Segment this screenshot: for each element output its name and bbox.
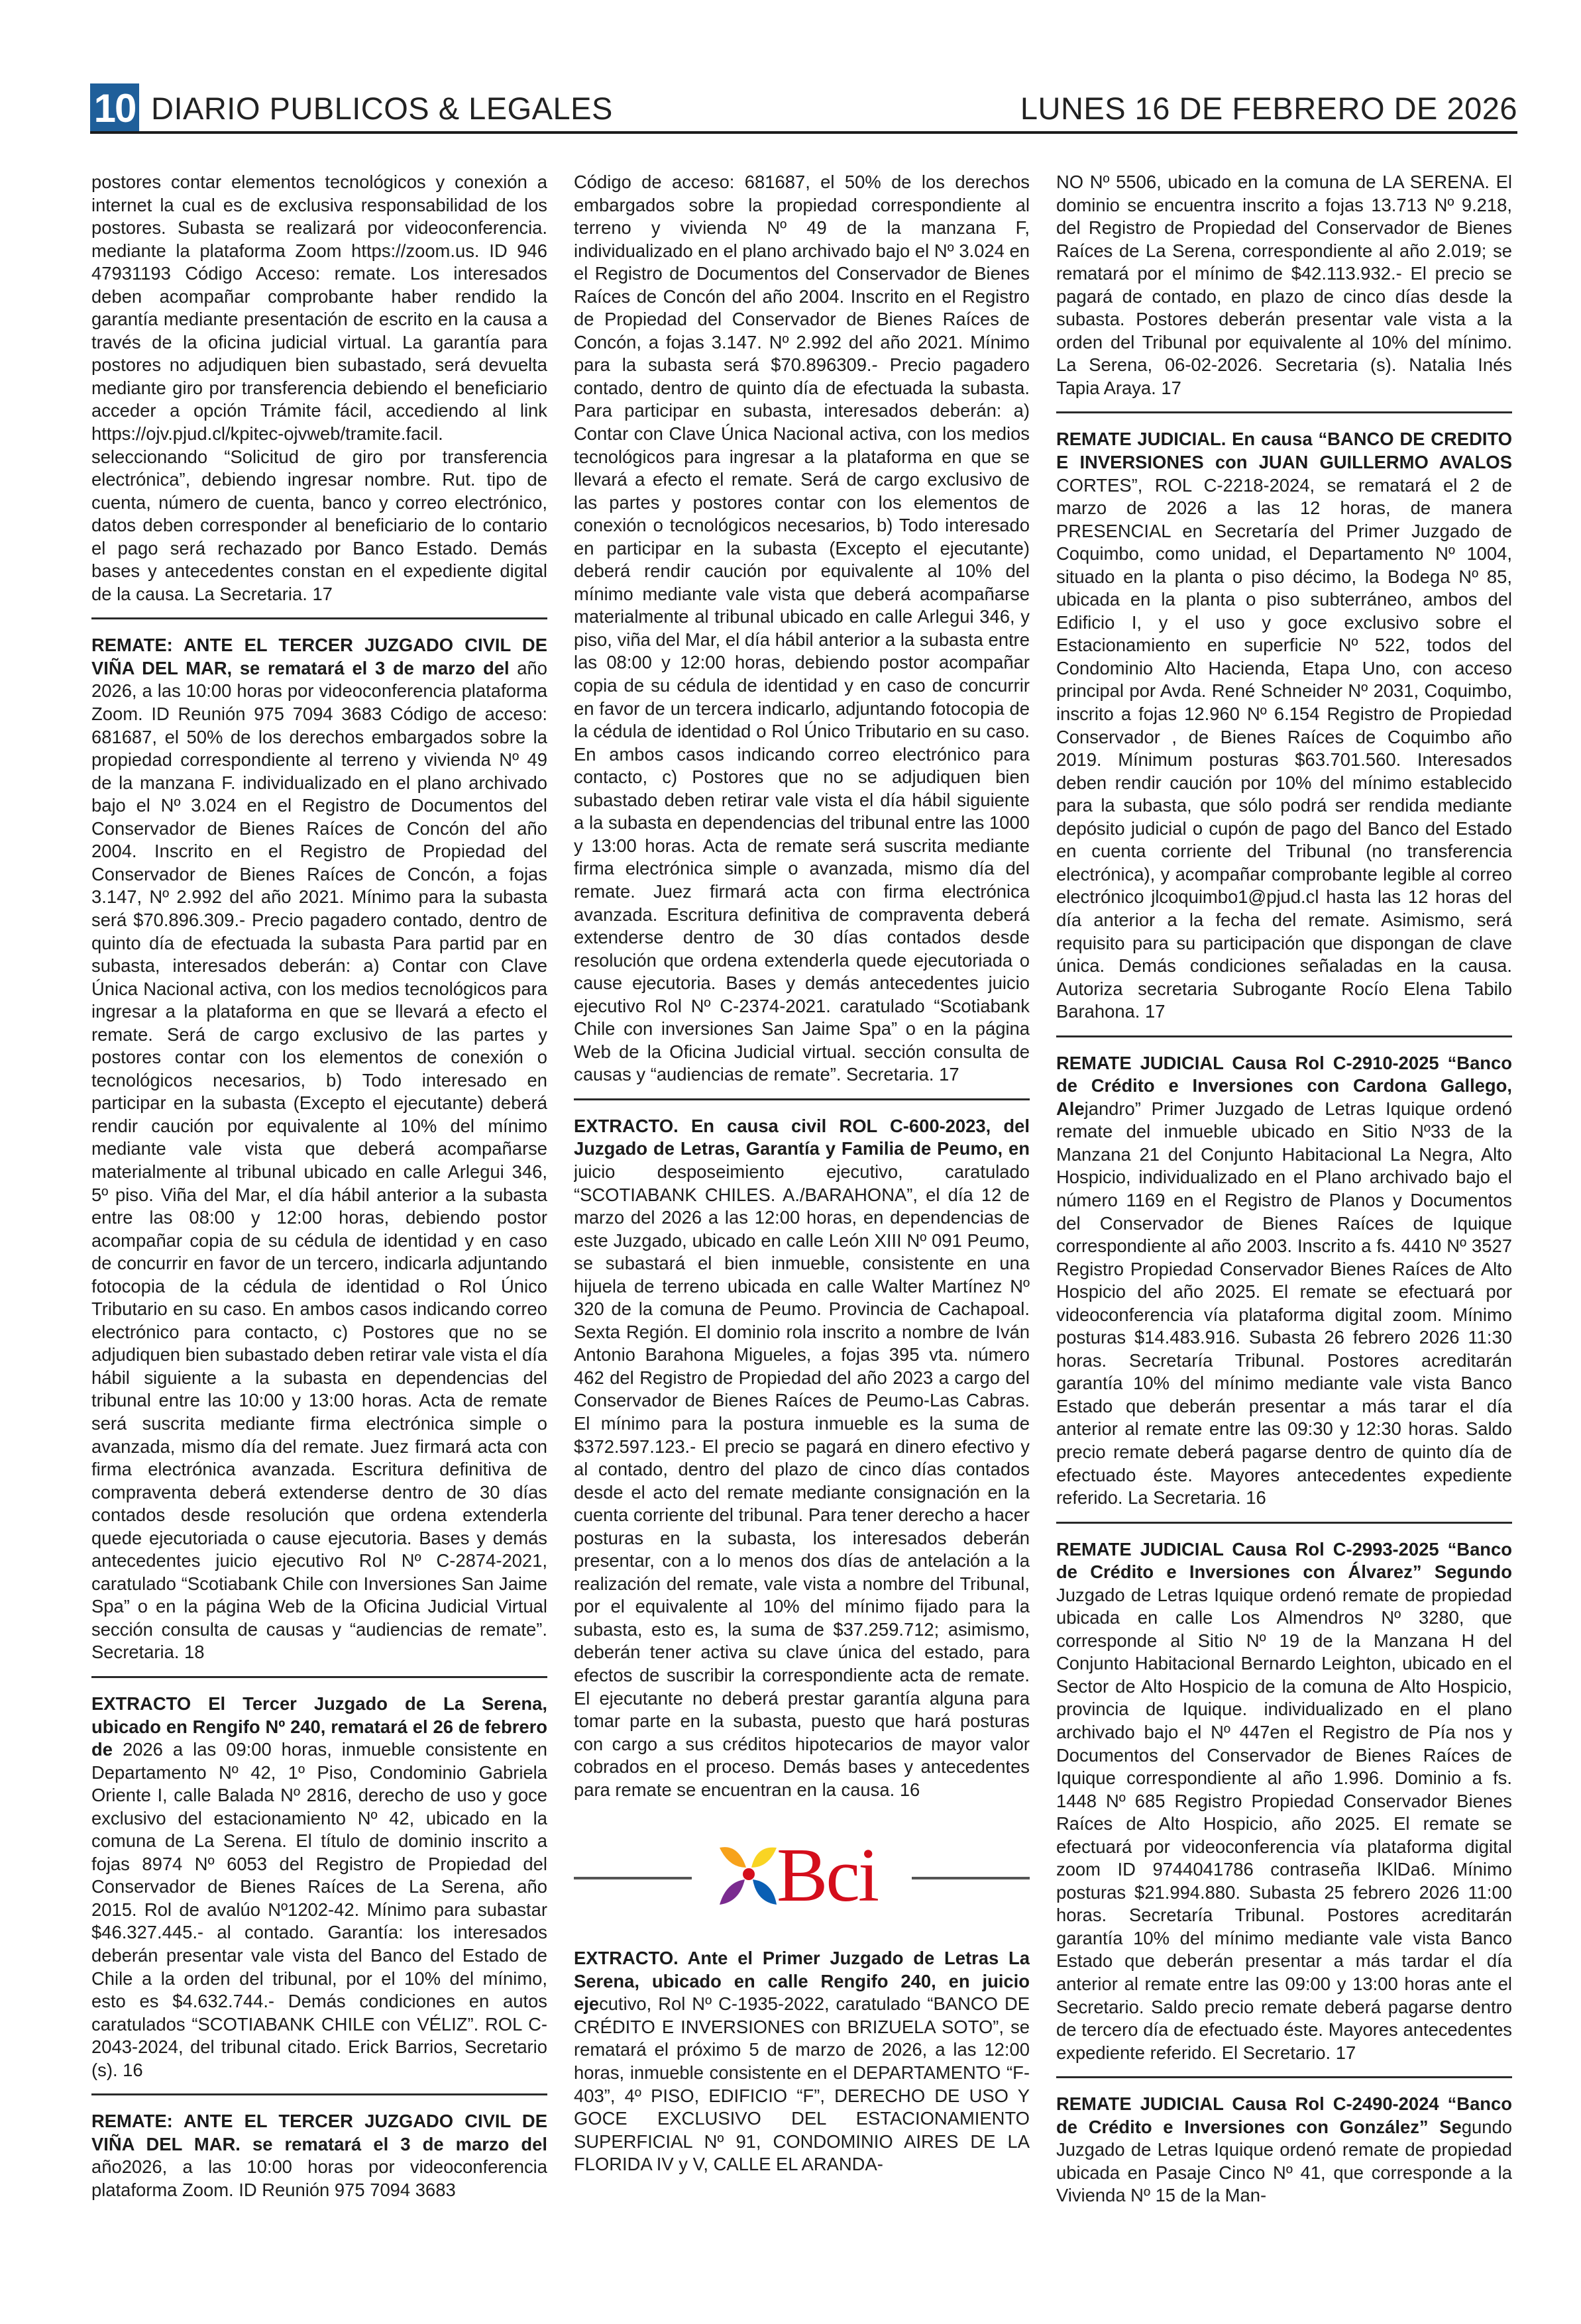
notice-extracto-la-serena-bci [574, 1947, 1030, 2176]
notice-divider [91, 1676, 547, 1678]
notice-extracto-peumo [574, 1115, 1030, 1801]
notice-divider [1056, 1035, 1512, 1037]
notice-heading: REMATE: ANTE EL TERCER JUZGADO CIVIL DE VIÑA DEL MAR. se rematará el 3 de marzo del [91, 2111, 547, 2154]
bci-logo-icon [716, 1841, 779, 1910]
notice-body: año 2026, a las 10:00 horas por videoconferencia plataforma Zoom. ID Reunión 975 7094 3683 Código de acceso: 681687, el 50% de los derechos embargados sobre la propiedad correspondiente al terreno y vivienda Nº 49 de la manzana F. individualizado en el plano archivado bajo el Nº 3.024 en el Registro de Documentos del Conservador de Bienes Raíces de Concón del año 2004. Inscrito en el Registro de Propiedad del Conservador de Bienes Raíces de Concón, a fojas 3.147, Nº 2.992 del año 2021. Mínimo para la subasta será $70.896.309.- Precio pagadero contado, dentro de quinto día de efectuada la subasta Para partid par en subasta, interesados deberán: a) Contar con Clave Única Nacional activa, con los medios tecnológicos para ingresar a la plataforma en que se llevará a efecto el remate. Será de cargo exclusivo de las partes y postores contar con los elementos de conexión o tecnológicos necesarios, b) Todo interesado en participar en la subasta (Excepto el ejecutante) deberá rendir caución por equivalente al 10% del mínimo mediante vale vista que deberá acompañarse materialmente al tribunal ubicado en calle Arlegui 346, 5º piso. Viña del Mar, el día hábil anterior a la subasta entre las 08:00 y 12:00 horas, debiendo postor acompañar copia de su cédula de identidad y en caso de concurrir en favor de un tercero, indicarla adjuntando fotocopia de la cédula de identidad o Rol Único Tributario en su caso. En ambos casos indicando correo electrónico para contacto, c) Postores que no se adjudiquen bien subastado deben retirar vale vista el día hábil siguiente a la subasta en dependencias del tribunal entre las 10:00 y 13:00 horas. Acta de remate será suscrita mediante firma electrónica simple o avanzada, mismo día del remate. Juez firmará acta con firma electrónica avanzada. Escritura definitiva de compraventa deberá extenderse dentro de 30 días contados desde resolución que ordena extenderla quede ejecutoriada o cause ejecutoria. Bases y demás antecedentes juicio ejecutivo Rol Nº C-2874-2021, caratulado “Scotiabank Chile con Inversiones San Jaime Spa” o en la página Web de la Oficina Judicial Virtual sección consulta de causas y “audiencias de remate”. Secretaria. 18 [91, 657, 547, 1663]
notice-heading: REMATE JUDICIAL Causa Rol C-2490-2024 “Banco de Crédito e Inversiones con González” Se [1056, 2093, 1512, 2137]
notice-body: año2026, a las 10:00 horas por videoconferencia plataforma Zoom. ID Reunión 975 7094 3683 [91, 2156, 547, 2200]
page-number: 10 [90, 83, 139, 134]
notice-body: cutivo, Rol Nº C-1935-2022, caratulado “BANCO DE CRÉDITO E INVERSIONES con BRIZUELA SOTO”, se rematará el próximo 5 de marzo de 2026, a las 12:00 horas, inmueble consistente en el DEPARTAMENTO “F-403”, 4º PISO, EDIFICIO “F”, DERECHO DE USO Y GOCE EXCLUSIVO DEL ESTACIONAMIENTO SUPERFICIAL Nº 91, CONDOMINIO AIRES DE LA FLORIDA IV y V, CALLE EL ARANDA- [574, 1993, 1030, 2175]
notice-divider [1056, 411, 1512, 413]
notice-heading: REMATE JUDICIAL Causa Rol C-2910-2025 “Banco de Crédito e Inversiones con Cardona Gallego, Ale [1056, 1052, 1512, 1119]
column-1 [91, 171, 547, 2278]
notice-extracto-la-serena [91, 1693, 547, 2082]
column-2 [574, 171, 1030, 2278]
header-rule [90, 131, 1517, 134]
notice-body: CORTES”, ROL C-2218-2024, se rematará el 2 de marzo de 2026 a las 12 horas, de manera PRESENCIAL en Secretaría del Primer Juzgado de Coquimbo, como unidad, el Departamento Nº 1004, situado en la planta o piso décimo, la Bodega Nº 85, ubicada en la planta o piso subterráneo, ambos del Edificio I, y el uso y goce exclusivo sobre el Estacionamiento en superficie Nº 522, todos del Condominio Alto Hacienda, Etapa Uno, con acceso principal por Avda. René Schneider Nº 2031, Coquimbo, inscrito a fojas 12.960 Nº 6.154 Registro de Propiedad Conservador , de Bienes Raíces de Coquimbo año 2019. Mínimum posturas $63.701.560. Interesados deben rendir caución por 10% del mínimo establecido para la subasta, que sólo podrá ser rendida mediante depósito judicial o cupón de pago del Banco del Estado en cuenta corriente del Tribunal (no transferencia electrónica), y acompañar comprobante legible al correo electrónico jlcoquimbo1@pjud.cl hasta las 12 horas del día anterior a la fecha del remate. Asimismo, será requisito para su participación que dispongan de clave única. Demás condiciones señaladas en la causa. Autoriza secretaria Subrogante Rocío Elena Tabilo Barahona. 17 [1056, 474, 1512, 1022]
notice-body: postores contar elementos tecnológicos y conexión a internet la cual es de exclusiva responsabilidad de los postores. Subasta se realizará por videoconferencia. mediante la plataforma Zoom https://zoom.us. ID 946 47931193 Código Acceso: remate. Los interesados deben acompañar comprobante haber rendido la garantía mediante presentación de escrito en la causa a través de la oficina judicial virtual. La garantía para postores no adjudiquen bien subastado, será devuelta mediante giro por transferencia debiendo el beneficiario acceder a opción Trámite fácil, accediendo al link https://ojv.pjud.cl/kpitec-ojvweb/tramite.facil. seleccionando “Solicitud de giro por transferencia electrónica”, debiendo ingresar nombre. Rut. tipo de cuenta, número de cuenta, banco y correo electrónico, datos deben corresponder al beneficiario de lo contario el pago será rechazado por Banco Estado. Demás bases y antecedentes constan en el expediente digital de la causa. La Secretaria. 17 [91, 172, 547, 604]
notice-heading: EXTRACTO El Tercer Juzgado de La Serena, ubicado en Rengifo Nº 240, rematará el 26 de febrero de [91, 1693, 547, 1760]
notice-body: gundo Juzgado de Letras Iquique ordenó remate de propiedad ubicada en Pasaje Cinco Nº 41, que corresponde a la Vivienda Nº 15 de la Man- [1056, 2116, 1512, 2206]
notice-heading: EXTRACTO. Ante el Primer Juzgado de Letras La Serena, ubicado en calle Rengifo 240, en juicio eje [574, 1948, 1030, 2015]
ad-rule-left [574, 1877, 692, 1879]
notice-remate-iquique-gonzalez [1056, 2093, 1512, 2207]
notice-divider [91, 2093, 547, 2095]
bci-advertisement [574, 1801, 1030, 1947]
notice-remate-iquique-cardona [1056, 1052, 1512, 1510]
notice-remate-iquique-alvarez [1056, 1538, 1512, 2065]
page-header [0, 0, 1581, 132]
notice-heading: EXTRACTO. En causa civil ROL C-600-2023, del Juzgado de Letras, Garantía y Familia de Peumo, en [574, 1115, 1030, 1159]
notice-remate-coquimbo [1056, 428, 1512, 1023]
notice-remate-vina-del-mar [91, 634, 547, 1664]
issue-date: LUNES 16 DE FEBRERO DE 2026 [1020, 91, 1517, 126]
notice-remate-vina-del-mar-2 [91, 2110, 547, 2201]
column-3 [1056, 171, 1512, 2278]
notice-body: Juzgado de Letras Iquique ordenó remate de propiedad ubicada en calle Los Almendros Nº 3280, que corresponde al Sitio Nº 19 de la Manzana H del Conjunto Habitacional Bernardo Leighton, ubicado en el Sector de Alto Hospicio de la comuna de Alto Hospicio, provincia de Iquique. individualizado en el plano archivado bajo el Nº 447en el Registro de Pía nos y Documentos del Conservador de Bienes Raíces de Iquique correspondiente al año 1.996. Dominio a fs. 1448 Nº 685 Registro Propiedad Conservador Bienes Raíces de Alto Hospicio, año 2025. El remate se efectuará por videoconferencia vía plataforma digital zoom ID 9744041786 contraseña lKlDa6. Mínimo posturas $21.994.880. Subasta 25 febrero 2026 11:00 horas. Secretaría Tribunal. Postores acreditarán garantía 10% del mínimo mediante vale vista Banco Estado que deberán presentar a más tardar el día anterior al remate entre las 09:00 y 13:00 horas ante el Secretario. Saldo precio remate deberá pagarse dentro de tercero día de efectuado éste. Mayores antecedentes expediente referido. El Secretario. 17 [1056, 1584, 1512, 2063]
notice-divider [1056, 1522, 1512, 1524]
paper-name: DIARIO PUBLICOS & LEGALES [151, 91, 613, 126]
notice-divider [1056, 2076, 1512, 2078]
ad-rule-right [912, 1877, 1030, 1879]
notice-continued [1056, 171, 1512, 399]
bci-logo [716, 1833, 888, 1919]
notice-body: juicio desposeimiento ejecutivo, caratulado “SCOTIABANK CHILES. A./BARAHONA”, el día 12 de marzo del 2026 a las 12:00 horas, en dependencias de este Juzgado, ubicado en calle León XIII Nº 091 Peumo, se subastará el bien inmueble, consistente en una hijuela de terreno ubicada en calle Walter Martínez Nº 320 de la comuna de Peumo. Provincia de Cachapoal. Sexta Región. El dominio rola inscrito a nombre de Iván Antonio Barahona Migueles, a fojas 395 vta. número 462 del Registro de Propiedad del año 2023 a cargo del Conservador de Bienes Raíces de Peumo-Las Cabras. El mínimo para la postura inmueble es la suma de $372.597.123.- El precio se pagará en dinero efectivo y al contado, dentro del plazo de cinco días contados desde el acto del remate mediante consignación en la cuenta corriente del tribunal. Para tener derecho a hacer posturas en la subasta, los interesados deberán presentar, con a lo menos dos días de antelación a la realización del remate, vale vista a nombre del Tribunal, por el equivalente al 10% del mínimo fijado para la subasta, esto es, la suma de $37.259.712; asimismo, deberán tener activa su clave única del estado, para efectos de suscribir la correspondiente acta de remate. El ejecutante no deberá prestar garantía alguna para tomar parte en la subasta, puesto que hará posturas con cargo a sus créditos hipotecarios de mayor valor cobrados en el proceso. Demás bases y antecedentes para remate se encuentran en la causa. 16 [574, 1161, 1030, 1800]
notice-divider [574, 1098, 1030, 1100]
notice-body: NO Nº 5506, ubicado en la comuna de LA SERENA. El dominio se encuentra inscrito a fojas 13.713 Nº 9.218, del Registro de Propiedad del Conservador de Bienes Raíces de La Serena, correspondiente al año 2.019; se rematará por el mínimo de $42.113.932.- El precio se pagará de contado, en plazo de cinco días desde la subasta. Postores deberán presentar vale vista a la orden del Tribunal por equivalente al 10% del mínimo. La Serena, 06-02-2026. Secretaria (s). Natalia Inés Tapia Araya. 17 [1056, 172, 1512, 398]
notice-heading: REMATE: ANTE EL TERCER JUZGADO CIVIL DE VIÑA DEL MAR, se rematará el 3 de marzo del [91, 635, 547, 678]
notice-body: jandro” Primer Juzgado de Letras Iquique ordenó remate del inmueble ubicado en Sitio Nº33 de la Manzana 21 del Conjunto Habitacional La Negra, Alto Hospicio, individualizado en el Plano archivado bajo el número 1169 en el Registro de Planos y Documentos del Conservador de Bienes Raíces de Iquique correspondiente al año 2003. Inscrito a fs. 4410 Nº 3527 Registro Propiedad Conservador Bienes Raíces de Alto Hospicio del año 2025. El remate se efectuará por videoconferencia vía plataforma digital zoom. Mínimo posturas $14.483.916. Subasta 26 febrero 2026 11:30 horas. Secretaría Tribunal. Postores acreditarán garantía 10% del mínimo mediante vale vista Banco Estado que deberán presentar a más tarar el día anterior al remate entre las 09:30 y 12:30 horas. Saldo precio remate deberá pagarse dentro de quinto día de efectuado éste. Mayores antecedentes expediente referido. La Secretaria. 16 [1056, 1098, 1512, 1508]
notice-divider [91, 617, 547, 619]
notice-heading: REMATE JUDICIAL Causa Rol C-2993-2025 “Banco de Crédito e Inversiones con Álvarez” Segundo [1056, 1538, 1512, 1583]
notice-heading: REMATE JUDICIAL. En causa “BANCO DE CREDITO E INVERSIONES con JUAN GUILLERMO AVALOS [1056, 429, 1512, 473]
bci-wordmark: Bci [777, 1833, 878, 1919]
notice-continued [574, 171, 1030, 1086]
notice-1-continued [91, 171, 547, 606]
notice-body: 2026 a las 09:00 horas, inmueble consistente en Departamento Nº 42, 1º Piso, Condominio Gabriela Oriente I, calle Balada Nº 2816, derecho de uso y goce exclusivo del estacionamiento Nº 42, ubicado en la comuna de La Serena. El título de dominio inscrito a fojas 8974 Nº 6053 del Registro de Propiedad del Conservador de Bienes Raíces de La Serena, año 2015. Rol de avalúo Nº1202-42. Mínimo para subastar $46.327.445.- al contado. Garantía: los interesados deberán presentar vale vista del Banco del Estado de Chile a la orden del tribunal, por el 10% del mínimo, esto es $4.632.744.- Demás condiciones en autos caratulados “SCOTIABANK CHILE con VÉLIZ”. ROL C-2043-2024, del tribunal citado. Erick Barrios, Secretario (s). 16 [91, 1739, 547, 2080]
notice-body: Código de acceso: 681687, el 50% de los derechos embargados sobre la propiedad correspondiente al terreno y vivienda Nº 49 de la manzana F, individualizado en el plano archivado bajo el Nº 3.024 en el Registro de Documentos del Conservador de Bienes Raíces de Concón del año 2004. Inscrito en el Registro de Propiedad del Conservador de Bienes Raíces de Concón, a fojas 3.147. Nº 2.992 del año 2021. Mínimo para la subasta será $70.896309.- Precio pagadero contado, dentro de quinto día de efectuada la subasta. Para participar en subasta, interesados deberán: a) Contar con Clave Única Nacional activa, con los medios tecnológicos para ingresar a la plataforma en que se llevará a efecto el remate. Será de cargo exclusivo de las partes y postores contar con los elementos de conexión o tecnológicos necesarios, b) Todo interesado en participar en la subasta (Excepto el ejecutante) deberá rendir caución por equivalente al 10% del mínimo mediante vale vista que deberá acompañarse materialmente al tribunal ubicado en calle Arlegui 346, y piso, viña del Mar, el día hábil anterior a la subasta entre las 08:00 y 12:00 horas, debiendo postor acompañar copia de su cédula de identidad y en caso de concurrir en favor de un tercera indicarlo, adjuntando fotocopia de la cédula de identidad o Rol Único Tributario en su caso. En ambos casos indicando correo electrónico para contacto, c) Postores que no se adjudiquen bien subastado deben retirar vale vista el día hábil siguiente a la subasta en dependencias del tribunal entre las 1000 y 13:00 horas. Acta de remate será suscrita mediante firma electrónica simple o avanzada, mismo día del remate. Juez firmará acta con firma electrónica avanzada. Escritura definitiva de compraventa deberá extenderse dentro de 30 días contados desde resolución que ordena extenderla quede ejecutoriada o cause ejecutoria. Bases y demás antecedentes juicio ejecutivo Rol Nº C-2374-2021. caratulado “Scotiabank Chile con inversiones San Jaime Spa” o en la página Web de la Oficina Judicial virtual. sección consulta de causas y “audiencias de remate”. Secretaria. 17 [574, 172, 1030, 1085]
